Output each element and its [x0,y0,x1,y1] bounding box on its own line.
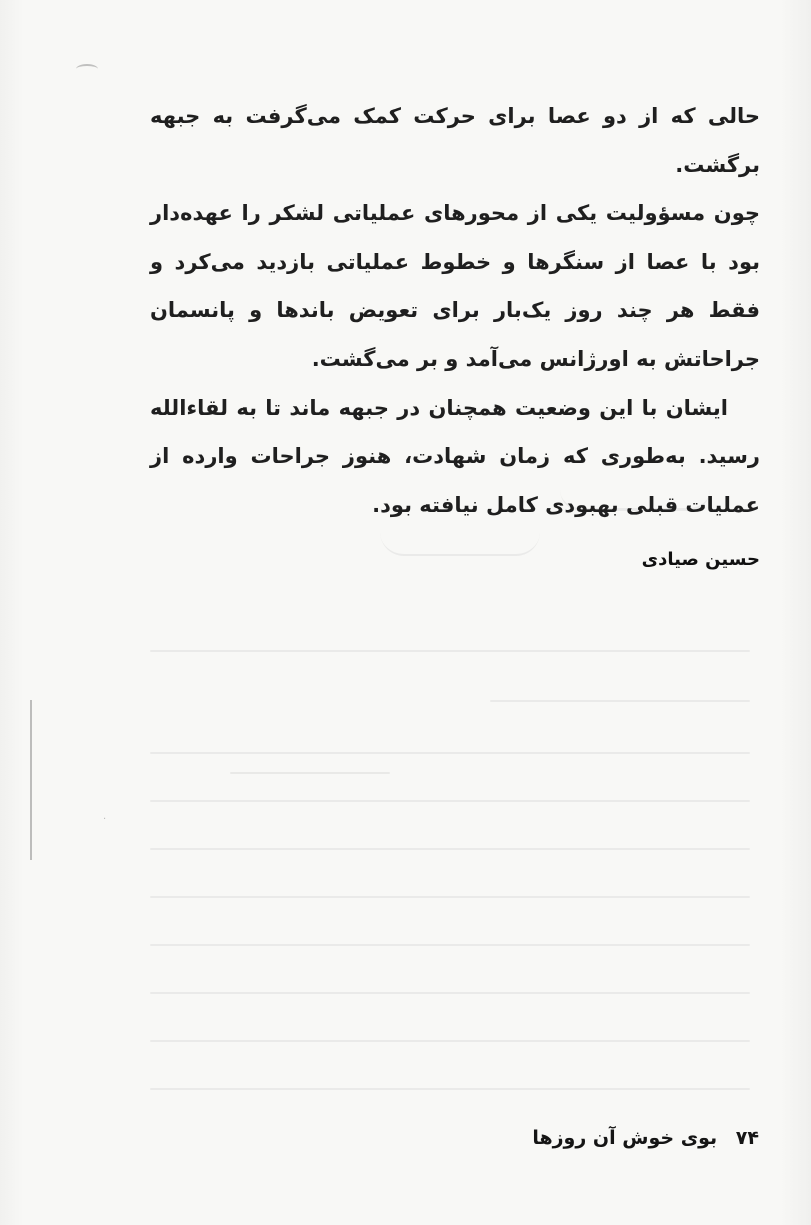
text-line-1: حالی که از دو عصا برای حرکت کمک می‌گرفت به جبهه برگشت. [150,104,760,177]
bleedthrough-line [490,700,750,702]
bleedthrough-underline [230,772,390,774]
bleedthrough-line [150,752,750,754]
main-text [150,92,760,573]
bleedthrough-line [150,1088,750,1090]
page-footer [479,1124,759,1152]
bleedthrough-line [150,896,750,898]
bleedthrough-line [150,650,750,652]
book-title: بوی خوش آن روزها [532,1127,718,1149]
paragraph-1-continuation: چون مسؤولیت یکی از محورهای عملیاتی لشکر را عهده‌دار بود با عصا از سنگرها و خطوط عملیاتی بازدید می‌کرد و فقط هر چند روز یک‌بار برای تعویض باندها و پانسمان جراحاتش به اورژانس می‌آمد و بر می‌گشت. [150,201,760,371]
bleedthrough-line [150,992,750,994]
author-name: حسین صیادی [641,549,760,571]
bleedthrough-line [150,1040,750,1042]
scan-mark [76,64,98,74]
bleedthrough-line [150,944,750,946]
page-number: ۷۴ [735,1127,759,1149]
bleedthrough-line [150,848,750,850]
page-edge-line [30,700,32,860]
paragraph-2: ایشان با این وضعیت همچنان در جبهه ماند تا به لقاءالله رسید. به‌طوری که زمان شهادت، هنوز جراحات وارده از عملیات قبلی بهبودی کامل نیافته بود. [150,395,760,517]
scan-speck: · [103,814,107,825]
bleedthrough-line [150,800,750,802]
